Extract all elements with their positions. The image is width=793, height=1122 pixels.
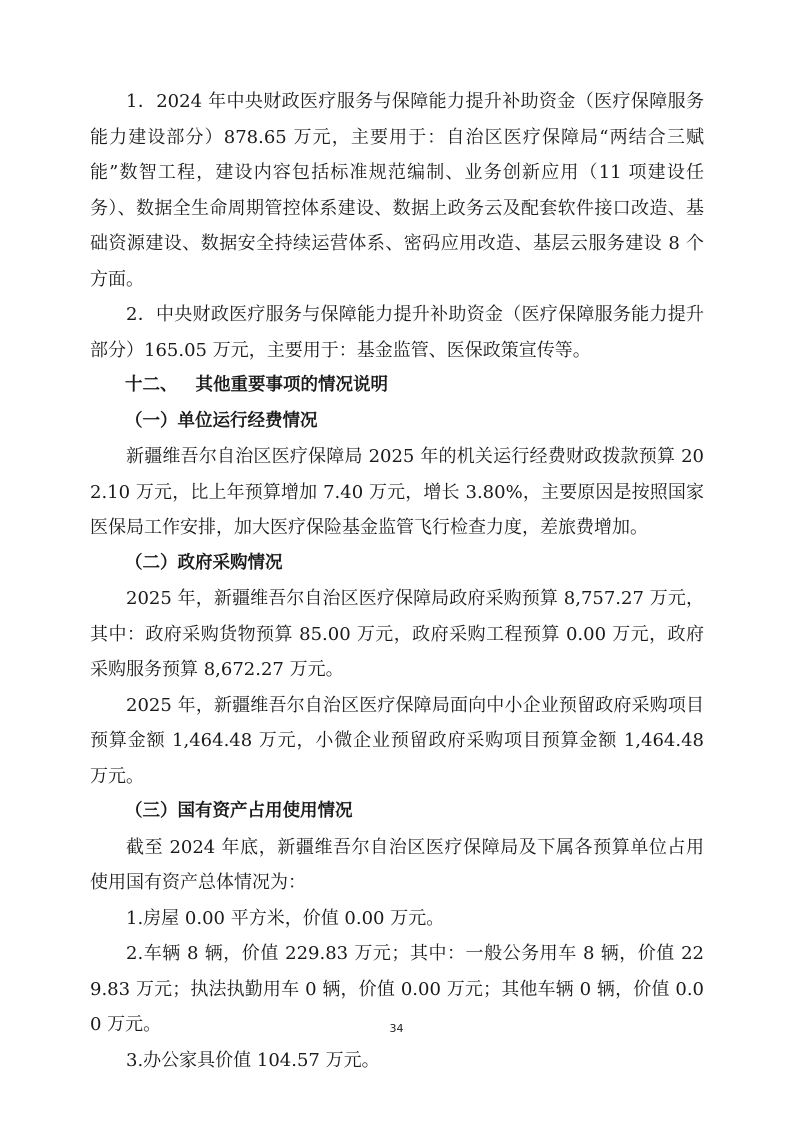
procurement-text-1: 2025 年，新疆维吾尔自治区医疗保障局政府采购预算 8,757.27 万元，其中：政府采购货物预算 85.00 万元，政府采购工程预算 0.00 万元，政府采购服务预算 8,672.27 万元。	[90, 588, 704, 680]
subsection-heading-procurement: （二）政府采购情况	[125, 552, 283, 573]
section-title: 其他重要事项的情况说明	[195, 375, 388, 395]
asset-item-vehicles: 2.车辆 8 辆，价值 229.83 万元；其中：一般公务用车 8 辆，价值 229.83 万元；执法执勤用车 0 辆，价值 0.00 万元；其他车辆 0 辆，价值 0.00 万元。	[90, 943, 704, 1035]
asset-item-housing: 1.房屋 0.00 平方米，价值 0.00 万元。	[126, 907, 445, 929]
section-number: 十二、	[125, 375, 178, 395]
page-number: 34	[389, 1022, 404, 1035]
procurement-text-2: 2025 年，新疆维吾尔自治区医疗保障局面向中小企业预留政府采购项目预算金额 1,464.48 万元，小微企业预留政府采购项目预算金额 1,464.48 万元。	[90, 694, 704, 787]
state-assets-intro: 截至 2024 年底，新疆维吾尔自治区医疗保障局及下属各预算单位占用使用国有资产总体情况为：	[90, 836, 704, 893]
document-body	[90, 84, 704, 1078]
subsection-heading-operating-costs: （一）单位运行经费情况	[125, 410, 318, 431]
operating-costs-text: 新疆维吾尔自治区医疗保障局 2025 年的机关运行经费财政拨款预算 202.10 万元，比上年预算增加 7.40 万元，增长 3.80%，主要原因是按照国家医保局工作安排，加大医疗保险基金监管飞行检查力度，差旅费增加。	[90, 446, 705, 538]
paragraph-item-1: 1．2024 年中央财政医疗服务与保障能力提升补助资金（医疗保障服务能力建设部分）878.65 万元，主要用于：自治区医疗保障局“两结合三赋能”数智工程，建设内容包括标准规范编制、业务创新应用（11 项建设任务）、数据全生命周期管控体系建设、数据上政务云及配套软件接口改造、基础资源建设、数据安全持续运营体系、密码应用改造、基层云服务建设 8 个方面。	[90, 91, 704, 290]
paragraph-item-2: 2．中央财政医疗服务与保障能力提升补助资金（医疗保障服务能力提升部分）165.05 万元，主要用于：基金监管、医保政策宣传等。	[90, 304, 704, 361]
section-heading-12	[90, 368, 704, 404]
asset-item-furniture: 3.办公家具价值 104.57 万元。	[126, 1049, 380, 1071]
subsection-heading-state-assets: （三）国有资产占用使用情况	[125, 801, 353, 821]
